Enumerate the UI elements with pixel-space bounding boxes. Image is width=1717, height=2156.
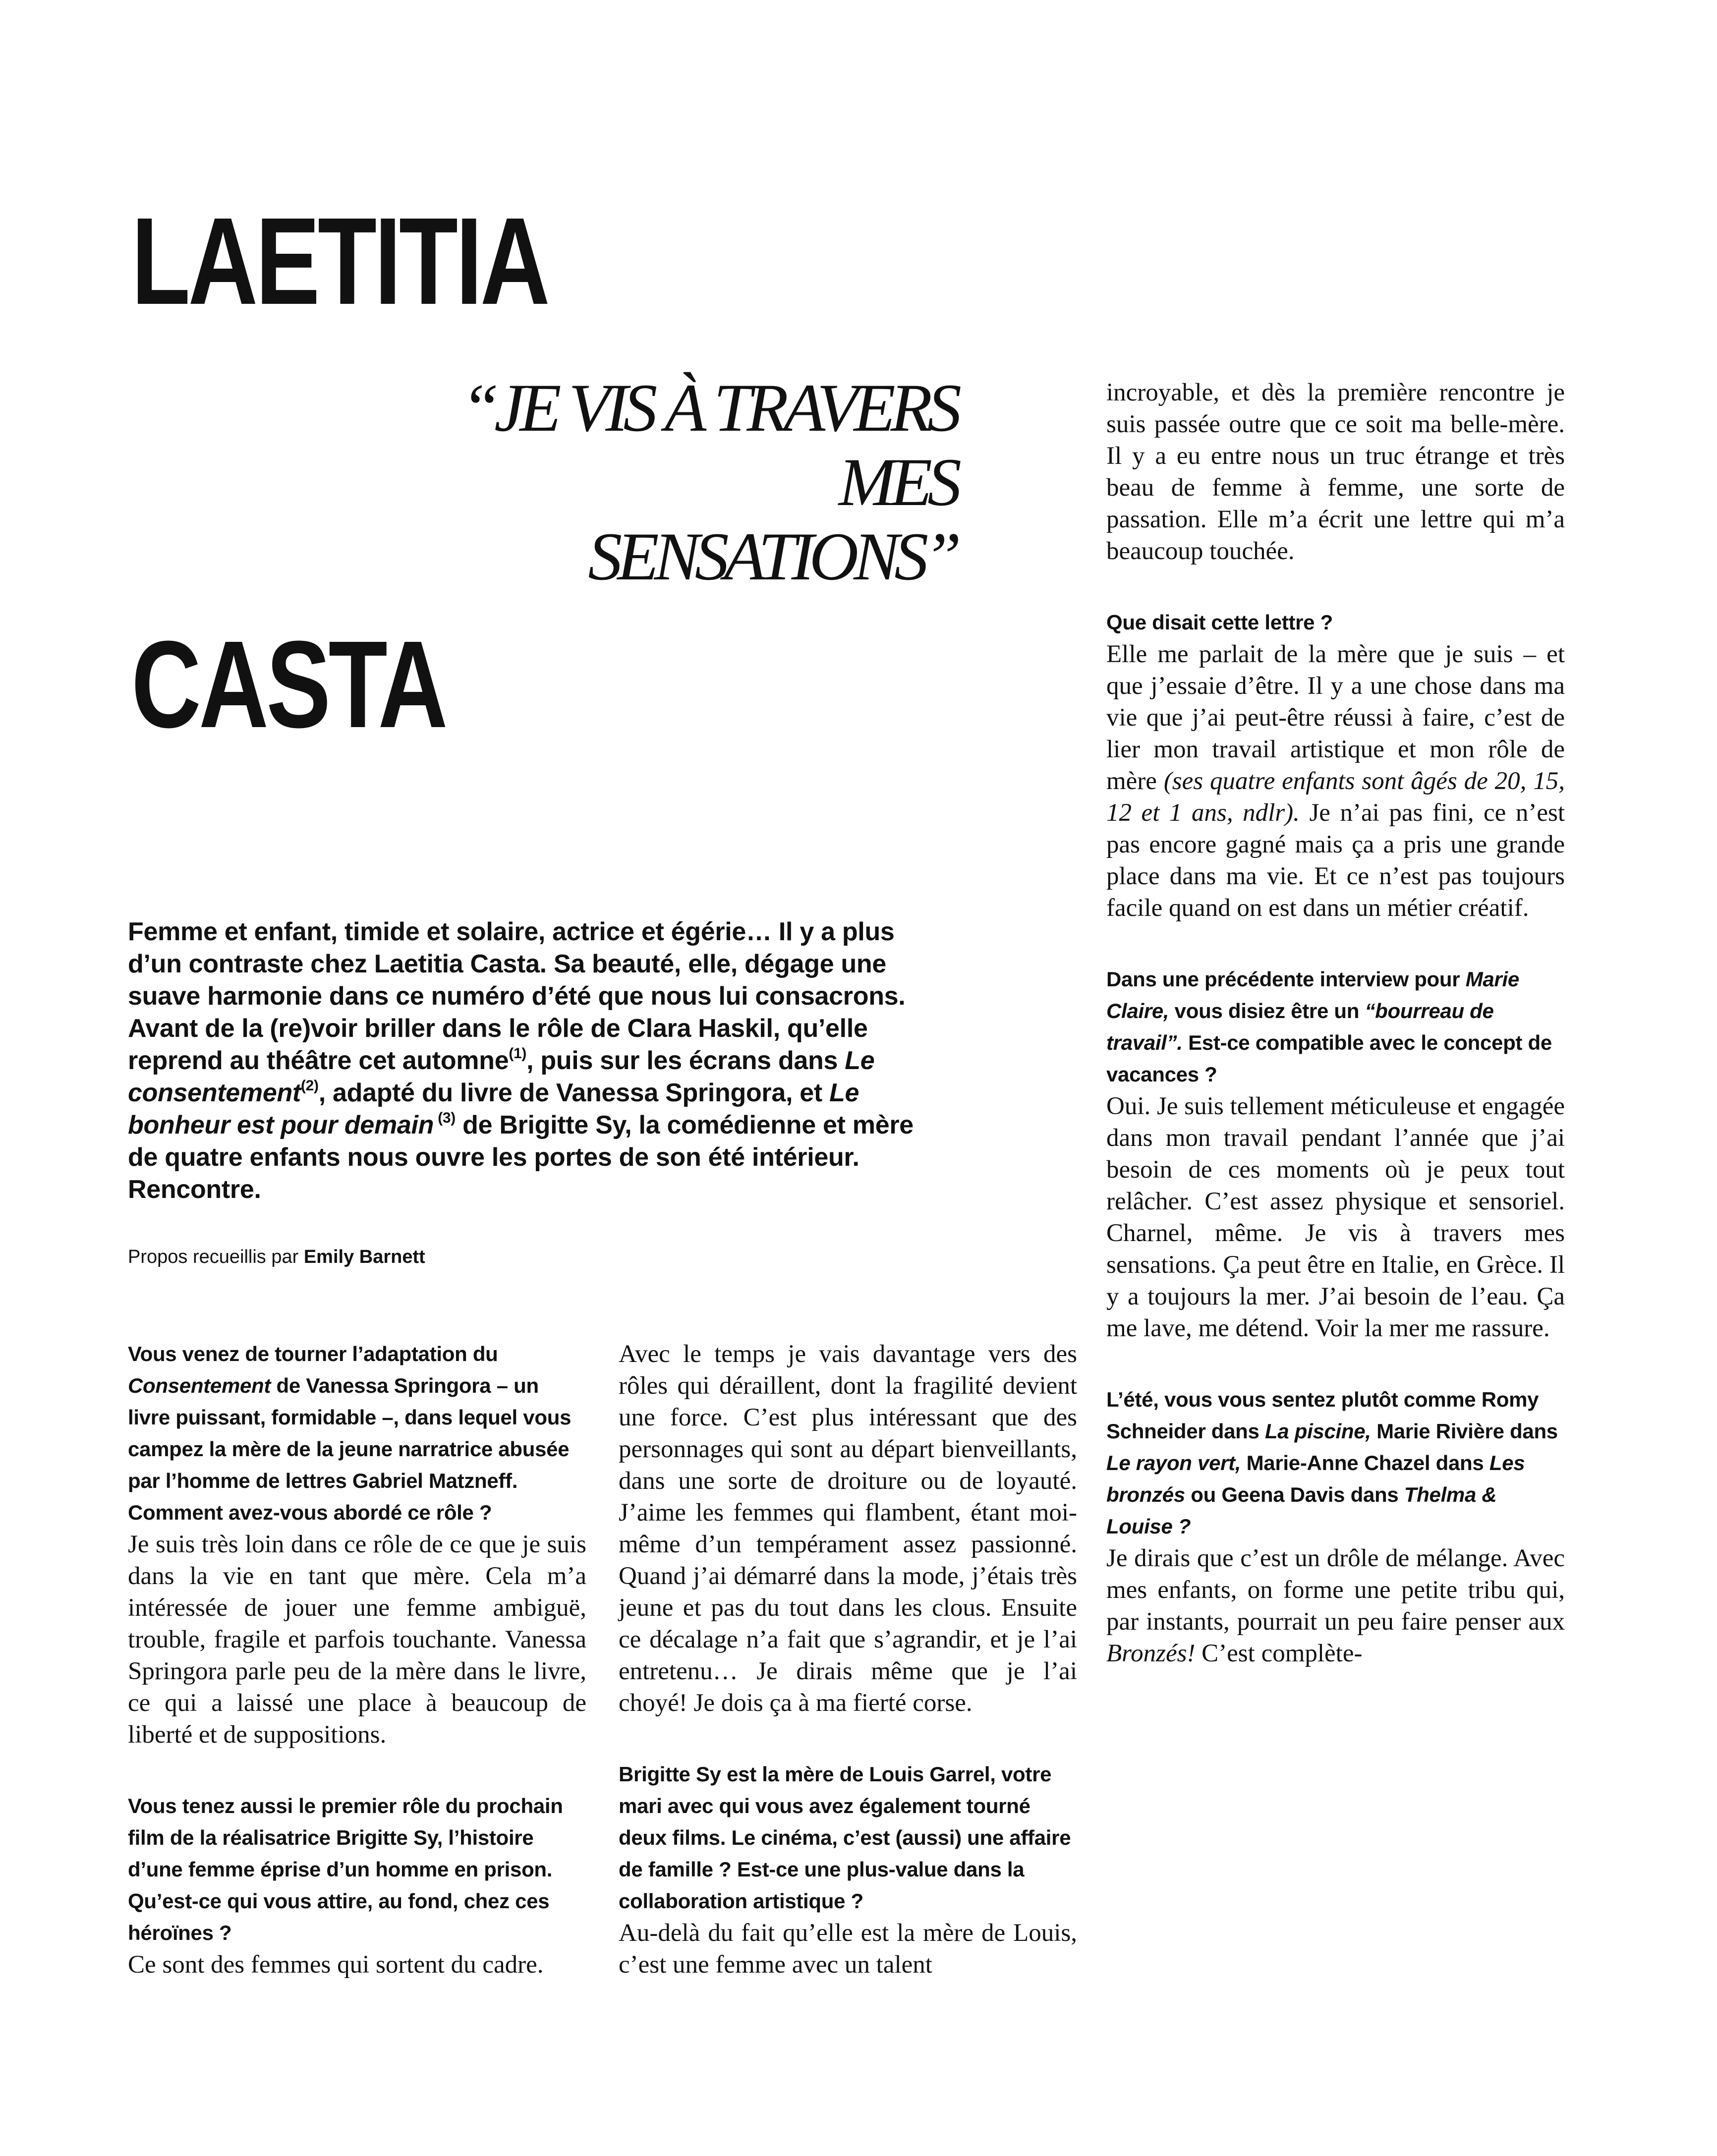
film-title: Le consentement [128,1046,875,1107]
question-text: Vous venez de tourner l’adaptation du [128,1342,498,1365]
editor-note: (ses quatre enfants sont âgés de 20, 15, 12 et 1 ans, ndlr). [1106,767,1565,827]
byline-author: Emily Barnett [303,1247,425,1267]
film-title: Les bronzés [1106,1451,1525,1506]
interview-answer: Au-delà du fait qu’elle est la mère de Louis, c’est une femme avec un talent [619,1919,1077,1979]
pull-quote [327,371,957,594]
interview-question: Que disait cette lettre ? [1106,611,1333,634]
question-text: Dans une précédente interview pour [1106,967,1466,991]
pull-quote-line-2: MES [838,444,957,520]
question-text: vous disiez être un [1169,999,1365,1022]
interview-answer [1106,1542,1565,1669]
interview-answer: incroyable, et dès la première rencontre je suis passée outre que ce soit ma belle-mère. Il y a eu entre nous un truc étrange et très beau de femme à femme, une sorte de passation. Elle m’a écrit une lettre qui m’a beaucoup touchée. [1106,379,1565,565]
question-text: Marie-Anne Chazel dans [1241,1451,1489,1475]
film-title: Le rayon vert, [1106,1451,1241,1475]
film-title: La piscine, [1264,1419,1371,1443]
interview-answer [1106,638,1565,924]
interview-answer: Ce sont des femmes qui sortent du cadre. [128,1951,544,1979]
pull-quote-line-1: “JE VIS À TRAVERS [461,370,957,446]
byline-prefix: Propos recueillis par [128,1247,304,1267]
lead-paragraph [128,916,931,1206]
answer-text: Elle me parlait de la mère que je suis – et que j’essaie d’être. Il y a une chose dans ma vie que j’ai peut-être réussi à faire, c’est de lier mon travail artistique et mon rôle de mère [1106,640,1565,795]
question-text: Est-ce compatible avec le concept de vacances ? [1106,1031,1552,1086]
answer-text: Je dirais que c’est un drôle de mélange. Avec mes enfants, on forme une petite tribu qui, par instants, pourrait un peu faire penser aux [1106,1544,1565,1636]
footnote-ref: (2) [300,1078,319,1094]
question-text: de Vanessa Springora – un livre puissant, formidable –, dans lequel vous campez la mère de la jeune narratrice abusée par l’homme de lettres Gabriel Matzneff. Comment avez-vous abordé ce rôle ? [128,1374,572,1524]
name-first-line: LAETITIA [131,192,548,330]
magazine-title: Marie Claire, [1106,967,1519,1022]
interview-question [1106,1384,1565,1542]
interview-question [1106,964,1565,1090]
book-title: Consentement [128,1374,271,1397]
interview-question [128,1338,586,1529]
byline [128,1247,425,1268]
pull-quote-line-3: SENSATIONS” [588,518,957,594]
interview-question: Brigitte Sy est la mère de Louis Garrel, votre mari avec qui vous avez également tourné deux films. Le cinéma, c’est (aussi) une affaire de famille ? Est-ce une plus-value dans la collaboration artistique ? [619,1762,1071,1913]
interview-answer: Oui. Je suis tellement méticuleuse et engagée dans mon travail pendant l’année que j’ai besoin de ces moments où je peux tout relâcher. C’est assez physique et sensoriel. Charnel, même. Je vis à travers mes sensations. Ça peut être en Italie, en Grèce. Il y a toujours la mer. J’ai besoin de l’eau. Ça me lave, me détend. Voir la mer me rassure. [1106,1092,1565,1342]
name-last-line: CASTA [131,615,446,753]
text-column-2 [619,1338,1077,2020]
quoted-phrase: “bourreau de travail”. [1106,999,1494,1054]
interview-answer: Je suis très loin dans ce rôle de ce que je suis dans la vie en tant que mère. Cela m’a intéressée de jouer une femme ambiguë, trouble, fragile et parfois touchante. Vanessa Springora parle peu de la mère dans le livre, ce qui a laissé une place à beaucoup de liberté et de suppositions. [128,1531,586,1749]
film-title: Thelma & Louise ? [1106,1483,1497,1538]
text-column-3 [1106,377,1565,1709]
lead-text: , adapté du livre de Vanessa Springora, et [318,1078,830,1107]
question-text: L’été, vous vous sentez plutôt comme Romy Schneider dans [1106,1388,1539,1443]
film-title: Bronzés! [1106,1640,1196,1667]
answer-text: Je n’ai pas fini, ce n’est pas encore gagné mais ça a pris une grande place dans ma vie. Et ce n’est pas toujours facile quand on est dans un métier créatif. [1106,799,1565,922]
film-title: Le bonheur est pour demain [128,1078,859,1139]
question-text: Marie Rivière dans [1371,1419,1558,1443]
footnote-ref: (3) [434,1110,456,1126]
lead-text: Femme et enfant, timide et solaire, actrice et égérie… Il y a plus d’un contraste chez Laetitia Casta. Sa beauté, elle, dégage une suave harmonie dans ce numéro d’été que nous lui consacrons. Avant de la (re)voir briller dans le rôle de Clara Haskil, qu’elle reprend au théâtre cet automne [128,917,906,1075]
text-column-1 [128,1338,586,2020]
footnote-ref: (1) [509,1045,527,1062]
interview-answer: Avec le temps je vais davantage vers des rôles qui déraillent, dont la fragilité devient une force. C’est plus intéressant que des personnages qui sont au départ bienveillants, dans une sorte de droiture ou de loyauté. J’aime les femmes qui flambent, étant moi-même d’un tempérament assez passionné. Quand j’ai démarré dans la mode, j’étais très jeune et pas du tout dans les clous. Ensuite ce décalage n’a fait que s’agrandir, et je l’ai entretenu… Je dirais même que je l’ai choyé! Je dois ça à ma fierté corse. [619,1340,1077,1717]
lead-text: de Brigitte Sy, la comédienne et mère de quatre enfants nous ouvre les portes de son été intérieur. Rencontre. [128,1111,914,1204]
interview-question: Vous tenez aussi le premier rôle du prochain film de la réalisatrice Brigitte Sy, l’histoire d’une femme éprise d’un homme en prison. Qu’est-ce qui vous attire, au fond, chez ces héroïnes ? [128,1794,563,1944]
question-text: ou Geena Davis dans [1185,1483,1404,1506]
answer-text: C’est complète- [1195,1640,1363,1667]
lead-text: , puis sur les écrans dans [526,1046,845,1075]
